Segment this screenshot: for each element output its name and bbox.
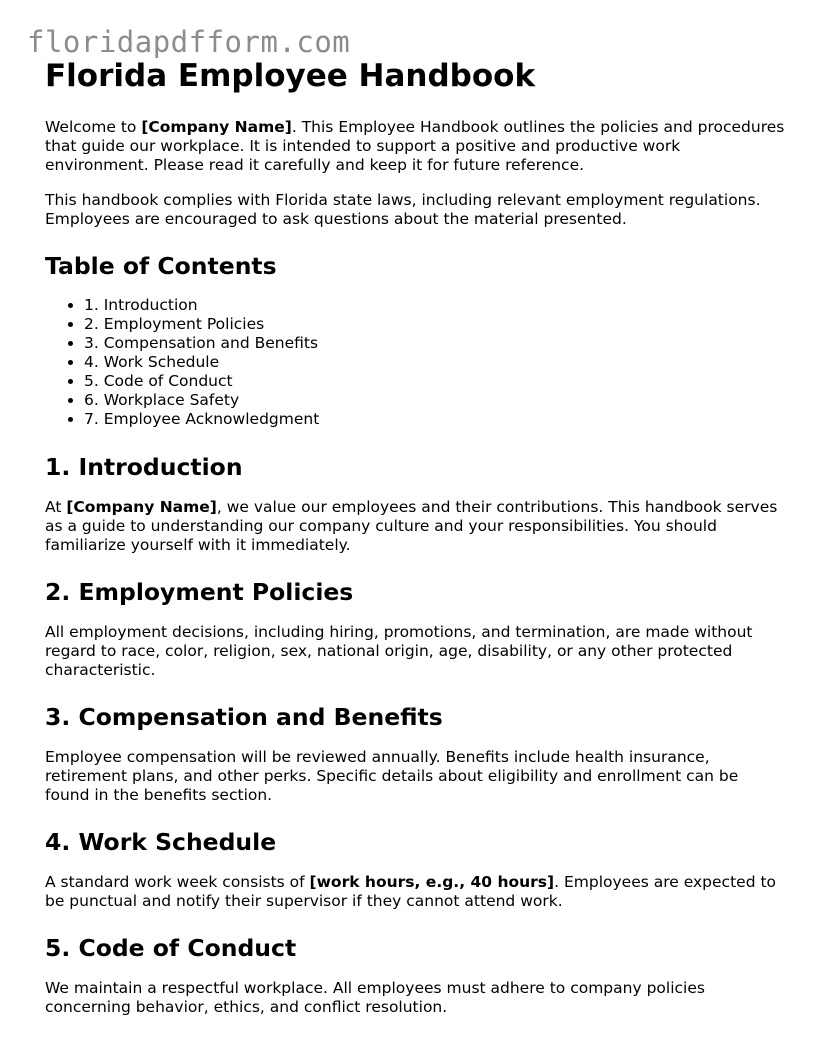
- section-heading-employment-policies: 2. Employment Policies: [45, 578, 354, 606]
- work-schedule-text-after: . Employees are expected to be punctual and notify their supervisor if they cannot attend work.: [45, 873, 777, 910]
- toc-item: • 2. Employment Policies: [84, 315, 785, 334]
- intro-text-after: . This Employee Handbook outlines the policies and procedures that guide our workplace. It is intended to support a positive and productive work environment. Please read it carefully and keep it for future reference.: [45, 118, 785, 174]
- section-heading-work-schedule: 4. Work Schedule: [45, 828, 277, 856]
- intro-paragraph-2: This handbook complies with Florida state laws, including relevant employment regulations. Employees are encouraged to ask questions about the material presented.: [45, 191, 761, 228]
- section-body-work-schedule: [45, 873, 785, 911]
- toc-heading: Table of Contents: [45, 252, 277, 280]
- toc-item: • 5. Code of Conduct: [84, 372, 785, 391]
- page-title: Florida Employee Handbook: [45, 58, 536, 94]
- table-of-contents: [45, 296, 785, 429]
- toc-item: • 7. Employee Acknowledgment: [84, 410, 785, 429]
- intro-paragraph-1: [45, 118, 785, 175]
- work-schedule-text-before: A standard work week consists of: [45, 873, 310, 891]
- section-body-compensation: Employee compensation will be reviewed annually. Benefits include health insurance, retirement plans, and other perks. Specific details about eligibility and enrollment can be found in the benefits section.: [45, 748, 739, 804]
- section-body-code-of-conduct: We maintain a respectful workplace. All employees must adhere to company policies concerning behavior, ethics, and conflict resolution.: [45, 979, 705, 1016]
- work-hours-placeholder: [work hours, e.g., 40 hours]: [309, 873, 555, 891]
- introduction-text-before: At: [45, 498, 67, 516]
- section-heading-introduction: 1. Introduction: [45, 453, 243, 481]
- document-page: [45, 54, 785, 1039]
- company-name-placeholder: [Company Name]: [141, 118, 292, 136]
- introduction-text-after: , we value our employees and their contributions. This handbook serves as a guide to understanding our company culture and your responsibilities. You should familiarize yourself with it immediately.: [45, 498, 778, 554]
- section-heading-code-of-conduct: 5. Code of Conduct: [45, 934, 297, 962]
- toc-item: • 3. Compensation and Benefits: [84, 334, 785, 353]
- intro-text-before: Welcome to: [45, 118, 142, 136]
- watermark: floridapdfform.com: [27, 25, 351, 59]
- toc-item: • 1. Introduction: [84, 296, 785, 315]
- section-body-employment-policies: All employment decisions, including hiring, promotions, and termination, are made without regard to race, color, religion, sex, national origin, age, disability, or any other protected characteristic.: [45, 623, 753, 679]
- section-body-introduction: [45, 498, 785, 555]
- toc-item: • 4. Work Schedule: [84, 353, 785, 372]
- toc-item: • 6. Workplace Safety: [84, 391, 785, 410]
- company-name-placeholder: [Company Name]: [66, 498, 217, 516]
- section-heading-compensation: 3. Compensation and Benefits: [45, 703, 443, 731]
